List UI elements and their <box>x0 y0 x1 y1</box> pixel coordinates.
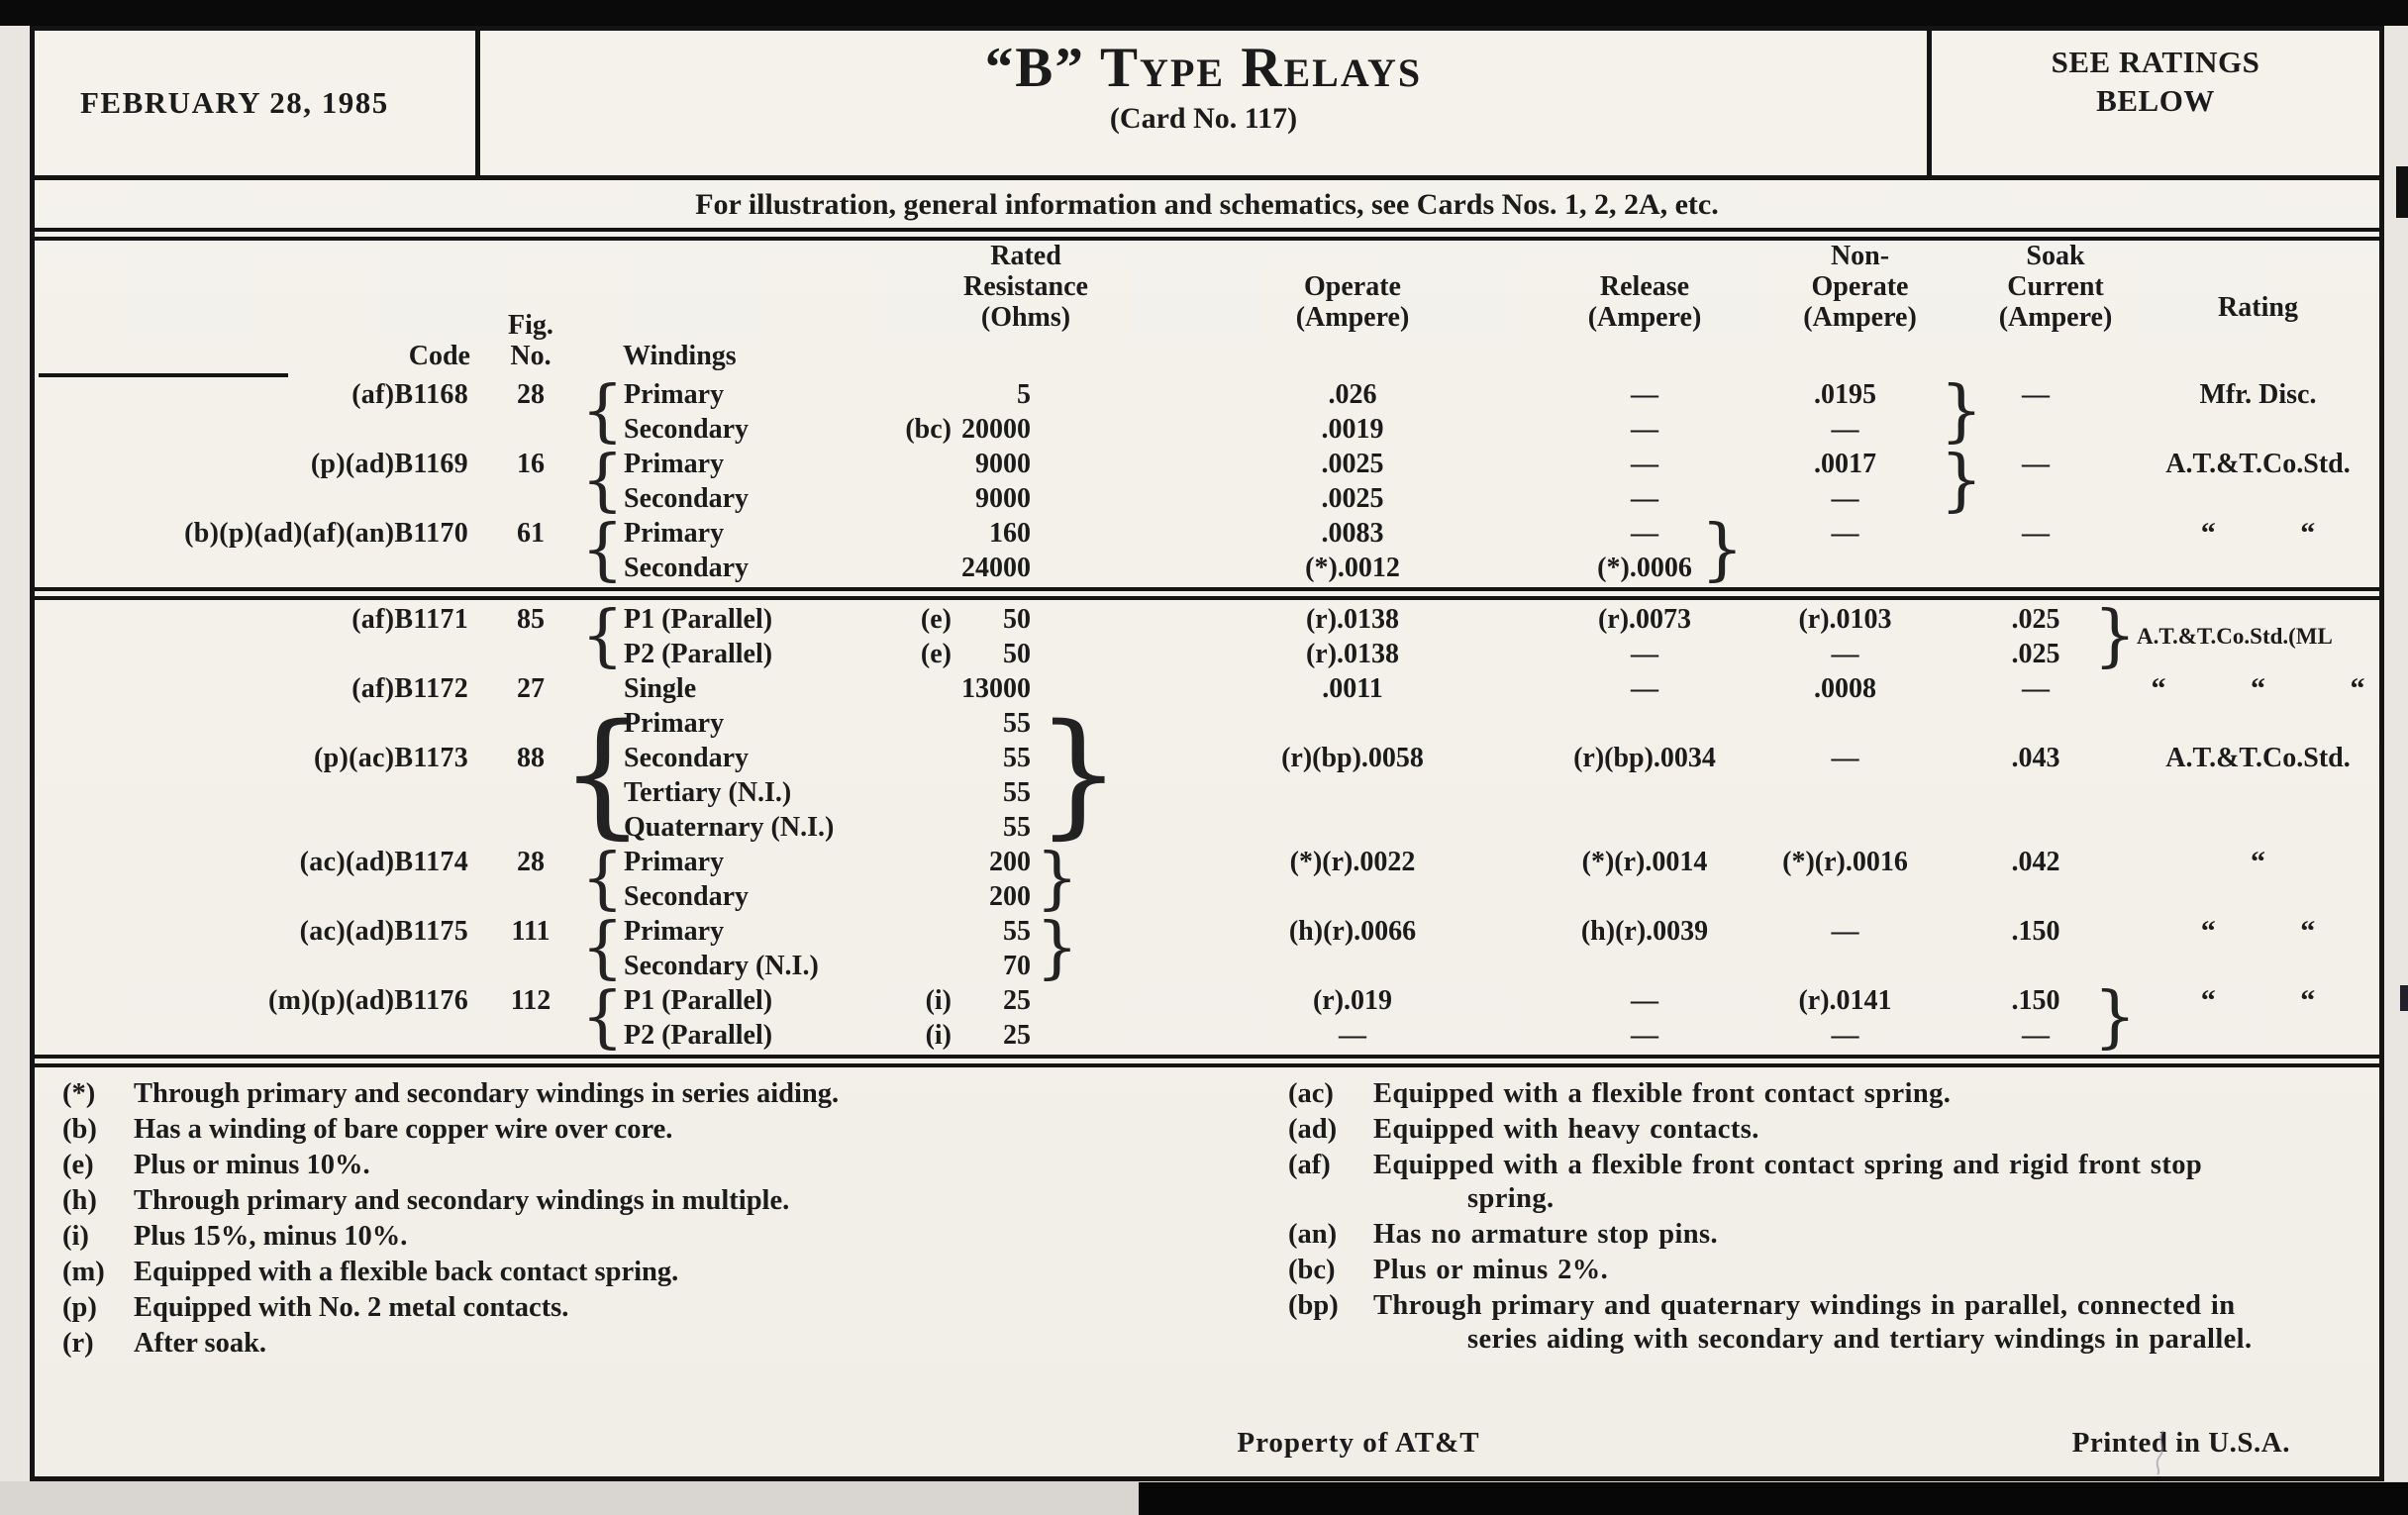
winding-open-brace: { <box>580 371 625 451</box>
scan-top-edge <box>0 0 2408 26</box>
release-value: — <box>1631 482 1658 514</box>
footnote-item <box>1288 1218 2379 1252</box>
footnote-tag: (*) <box>62 1078 96 1109</box>
footnote-text: Through primary and secondary windings in multiple. <box>134 1185 790 1216</box>
double-rule <box>35 228 2379 241</box>
non-operate-close-brace: } <box>1940 441 1983 520</box>
winding-resistance: 55 <box>1003 811 1031 843</box>
operate-value: (r).019 <box>1312 984 1393 1016</box>
winding-name: Primary <box>624 915 725 947</box>
relay-fig-no: 27 <box>517 672 545 704</box>
winding-name: Quaternary (N.I.) <box>624 811 835 843</box>
winding-resistance: 200 <box>989 880 1031 912</box>
winding-resistance: 5 <box>1017 378 1031 410</box>
release-value: (r)(bp).0034 <box>1573 742 1716 773</box>
winding-name: P1 (Parallel) <box>624 984 773 1016</box>
footnote-item <box>1288 1254 2379 1287</box>
winding-resistance: 55 <box>1003 707 1031 739</box>
non-operate-value: — <box>1831 413 1859 445</box>
soak-current-value: .150 <box>2011 984 2060 1016</box>
see-ratings-note <box>1932 31 2379 175</box>
footnote-text: Through primary and secondary windings in series aiding. <box>134 1078 840 1109</box>
non-operate-value: (r).0141 <box>1798 984 1892 1016</box>
relay-fig-no: 28 <box>517 846 545 877</box>
winding-name: Primary <box>624 846 725 877</box>
relay-code: (b)(p)(ad)(af)(an)B1170 <box>184 517 468 549</box>
see-ratings-line1: SEE RATINGS <box>2051 45 2260 79</box>
operate-value: (r).0138 <box>1305 638 1400 669</box>
footnote-tag: (r) <box>62 1328 94 1359</box>
footnote-item <box>1288 1113 2379 1147</box>
footnote-tag: (m) <box>62 1257 105 1287</box>
relay-table <box>35 241 2379 1057</box>
soak-current-value: .150 <box>2011 915 2060 947</box>
non-operate-value: — <box>1831 517 1859 549</box>
resistance-tolerance-tag: (e) <box>920 638 952 669</box>
operate-value: (*).0012 <box>1305 552 1400 583</box>
winding-name: Secondary <box>624 413 749 445</box>
relay-code: (ac)(ad)B1174 <box>299 846 468 877</box>
winding-open-brace: { <box>580 839 625 918</box>
soak-current-value: — <box>2022 378 2050 410</box>
card-date: FEBRUARY 28, 1985 <box>35 31 480 175</box>
relay-fig-no: 112 <box>510 984 552 1016</box>
column-header-non-operate: Non- Operate (Ampere) <box>1803 241 1917 333</box>
footnote-tag: (p) <box>62 1292 97 1323</box>
scan-bottom-dark-strip <box>1139 1482 2408 1515</box>
non-operate-value: .0008 <box>1814 672 1876 704</box>
non-operate-value: .0017 <box>1814 448 1876 479</box>
relay-row-group <box>35 371 2379 451</box>
footnote-tag: (e) <box>62 1150 94 1180</box>
winding-resistance: 9000 <box>975 448 1031 479</box>
non-operate-value: — <box>1831 742 1859 773</box>
footnote-text: Has no armature stop pins. <box>1373 1219 1719 1250</box>
winding-open-brace: { <box>580 977 625 1057</box>
footnote-item <box>62 1220 1234 1254</box>
card-number: (Card No. 117) <box>1109 102 1298 135</box>
relay-fig-no: 61 <box>517 517 545 549</box>
relay-fig-no: 16 <box>517 448 545 479</box>
footnote-tag: (ac) <box>1288 1078 1334 1109</box>
winding-name: Single <box>624 672 697 704</box>
winding-open-brace: { <box>580 596 625 675</box>
winding-resistance: 200 <box>989 846 1031 877</box>
soak-current-value: — <box>2022 517 2050 549</box>
release-value: (h)(r).0039 <box>1580 915 1709 947</box>
rating-value: A.T.&T.Co.Std. <box>2165 448 2351 479</box>
column-header-resistance: Rated Resistance (Ohms) <box>963 241 1088 333</box>
winding-open-brace: { <box>580 441 625 520</box>
footnote-tag: (an) <box>1288 1219 1338 1250</box>
winding-resistance: 50 <box>1003 638 1031 669</box>
non-operate-value: — <box>1831 915 1859 947</box>
relay-code: (m)(p)(ad)B1176 <box>267 984 468 1016</box>
column-header-soak: Soak Current (Ampere) <box>1998 241 2113 333</box>
relay-row-group <box>35 839 2379 918</box>
resistance-tolerance-tag: (e) <box>920 603 952 635</box>
relay-row-group <box>35 977 2379 1057</box>
footnote-item <box>62 1113 1234 1147</box>
operate-value: (r).0138 <box>1305 603 1400 635</box>
section-separator <box>35 587 2379 600</box>
rating-value: Mfr. Disc. <box>2199 378 2317 410</box>
relay-code: (af)B1168 <box>351 378 468 410</box>
winding-resistance: 9000 <box>975 482 1031 514</box>
rating-value: “ “ “ <box>2151 671 2365 705</box>
relay-row-group <box>35 596 2379 675</box>
winding-open-brace: { <box>580 510 625 589</box>
release-value: — <box>1631 984 1658 1016</box>
winding-resistance: 55 <box>1003 915 1031 947</box>
table-body <box>35 371 2379 1057</box>
winding-name: Secondary <box>624 880 749 912</box>
release-close-brace: } <box>1700 510 1744 589</box>
footnote-text: Equipped with No. 2 metal contacts. <box>134 1292 569 1323</box>
table-column-headers <box>35 241 2379 373</box>
relay-code: (p)(ac)B1173 <box>313 742 468 773</box>
non-operate-close-brace: } <box>1940 371 1983 451</box>
footnote-tag: (b) <box>62 1114 97 1145</box>
resistance-tolerance-tag: (i) <box>925 984 952 1016</box>
soak-current-value: .043 <box>2011 742 2060 773</box>
winding-name: Secondary (N.I.) <box>624 950 819 981</box>
card-header <box>35 31 2379 175</box>
relay-row-group <box>35 908 2379 987</box>
operate-value: (h)(r).0066 <box>1288 915 1417 947</box>
footnote-item <box>62 1184 1234 1218</box>
footnote-item <box>62 1149 1234 1182</box>
footnote-text: Equipped with a flexible back contact spring. <box>134 1257 679 1287</box>
footnotes <box>35 1067 2379 1363</box>
winding-name: Primary <box>624 517 725 549</box>
footnotes-right-column <box>1234 1077 2379 1363</box>
rating-value: “ <box>2251 845 2265 878</box>
rating-value: “ “ <box>2200 983 2316 1017</box>
soak-current-value: .042 <box>2011 846 2060 877</box>
relay-fig-no: 111 <box>511 915 551 947</box>
footnote-item <box>62 1291 1234 1325</box>
rating-value: A.T.&T.Co.Std.(ML <box>2137 624 2333 649</box>
soak-current-value: — <box>2022 448 2050 479</box>
rating-value: “ “ <box>2200 914 2316 948</box>
operate-value: (r)(bp).0058 <box>1281 742 1424 773</box>
column-header-release: Release (Ampere) <box>1587 271 1702 333</box>
winding-open-brace: { <box>580 908 625 987</box>
column-header-fig: Fig. No. <box>508 310 553 371</box>
non-operate-value: — <box>1831 482 1859 514</box>
footnote-item <box>62 1327 1234 1361</box>
footnote-item <box>1288 1077 2379 1111</box>
see-ratings-line2: BELOW <box>2096 83 2215 118</box>
release-value: — <box>1631 413 1658 445</box>
winding-name: Tertiary (N.I.) <box>624 776 792 808</box>
scan-edge-smudge <box>2400 985 2408 1011</box>
winding-name: Primary <box>624 378 725 410</box>
double-rule-footnotes <box>35 1055 2379 1067</box>
winding-name: P2 (Parallel) <box>624 1019 773 1051</box>
relay-row-group <box>35 696 2379 854</box>
operate-value: .0011 <box>1322 672 1383 704</box>
footnote-tag: (bc) <box>1288 1255 1336 1285</box>
release-value: (*)(r).0014 <box>1581 846 1708 877</box>
footnote-text: Plus or minus 2%. <box>1373 1255 1609 1285</box>
soak-close-brace: } <box>2093 977 2137 1057</box>
non-operate-value: (*)(r).0016 <box>1782 846 1908 877</box>
winding-name: Primary <box>624 448 725 479</box>
soak-current-value: .025 <box>2011 603 2060 635</box>
relay-code: (ac)(ad)B1175 <box>299 915 468 947</box>
footnote-item <box>1288 1289 2379 1357</box>
footnote-text: Through primary and quaternary windings in parallel, connected in series aiding with secondary and tertiary windings in parallel. <box>1373 1290 2253 1355</box>
resistance-close-brace: } <box>1036 839 1079 918</box>
relay-code: (af)B1172 <box>351 672 468 704</box>
soak-close-brace: } <box>2093 596 2137 675</box>
release-value: (*).0006 <box>1597 552 1692 583</box>
reference-note: For illustration, general information and schematics, see Cards Nos. 1, 2, 2A, etc. <box>695 188 1719 221</box>
resistance-close-brace: } <box>1036 908 1079 987</box>
footnote-tag: (i) <box>62 1221 89 1252</box>
rating-value: “ “ <box>2200 516 2316 550</box>
winding-resistance: 24000 <box>961 552 1031 583</box>
footnote-text: Plus 15%, minus 10%. <box>134 1221 408 1252</box>
relay-spec-card <box>30 26 2384 1481</box>
winding-name: Primary <box>624 707 725 739</box>
release-value: — <box>1631 1019 1658 1051</box>
operate-value: .026 <box>1328 378 1377 410</box>
resistance-close-brace: } <box>1036 696 1122 854</box>
winding-resistance: 25 <box>1003 1019 1031 1051</box>
winding-resistance: 55 <box>1003 776 1031 808</box>
relay-row-group <box>35 510 2379 589</box>
footnote-tag: (bp) <box>1288 1290 1339 1321</box>
footnote-item <box>1288 1149 2379 1216</box>
footnote-text: After soak. <box>134 1328 267 1359</box>
winding-resistance: 50 <box>1003 603 1031 635</box>
footnote-text: Equipped with a flexible front contact spring and rigid front stop spring. <box>1373 1150 2203 1214</box>
printed-note: Printed in U.S.A. <box>2071 1427 2290 1459</box>
rating-value: A.T.&T.Co.Std. <box>2165 742 2351 773</box>
scan-edge-mark <box>2396 166 2408 218</box>
winding-name: P1 (Parallel) <box>624 603 773 635</box>
winding-open-brace: { <box>559 696 646 854</box>
release-value: — <box>1631 448 1658 479</box>
footnote-tag: (h) <box>62 1185 97 1216</box>
release-value: (r).0073 <box>1597 603 1692 635</box>
winding-name: P2 (Parallel) <box>624 638 773 669</box>
soak-current-value: .025 <box>2011 638 2060 669</box>
footnote-item <box>62 1077 1234 1111</box>
footnotes-left-column <box>62 1077 1234 1363</box>
operate-value: .0019 <box>1321 413 1384 445</box>
soak-current-value: — <box>2022 672 2050 704</box>
soak-current-value: — <box>2022 1019 2050 1051</box>
operate-value: .0025 <box>1321 448 1384 479</box>
relay-row-group <box>35 671 2379 706</box>
operate-value: (*)(r).0022 <box>1289 846 1416 877</box>
winding-resistance: 13000 <box>961 672 1031 704</box>
title-block <box>480 31 1932 175</box>
release-value: — <box>1631 672 1658 704</box>
release-value: — <box>1631 638 1658 669</box>
winding-resistance: 160 <box>989 517 1031 549</box>
pencil-mark <box>2142 1427 2181 1476</box>
footnote-text: Equipped with heavy contacts. <box>1373 1114 1759 1145</box>
operate-value: .0083 <box>1321 517 1384 549</box>
non-operate-value: — <box>1831 1019 1859 1051</box>
relay-fig-no: 85 <box>517 603 545 635</box>
relay-code: (p)(ad)B1169 <box>310 448 468 479</box>
card-footer <box>35 1427 2379 1470</box>
footnote-tag: (ad) <box>1288 1114 1338 1145</box>
winding-resistance: 55 <box>1003 742 1031 773</box>
non-operate-value: — <box>1831 638 1859 669</box>
footnote-tag: (af) <box>1288 1150 1331 1180</box>
relay-fig-no: 28 <box>517 378 545 410</box>
non-operate-value: .0195 <box>1814 378 1876 410</box>
column-header-code: Code <box>408 341 470 371</box>
winding-resistance: 25 <box>1003 984 1031 1016</box>
footnote-text: Has a winding of bare copper wire over core. <box>134 1114 673 1145</box>
footnote-text: Equipped with a flexible front contact spring. <box>1373 1078 1952 1109</box>
property-note: Property of AT&T <box>1237 1427 1480 1459</box>
winding-resistance: 70 <box>1003 950 1031 981</box>
winding-name: Secondary <box>624 552 749 583</box>
winding-name: Secondary <box>624 482 749 514</box>
resistance-tolerance-tag: (bc) <box>905 413 952 445</box>
operate-value: .0025 <box>1321 482 1384 514</box>
column-header-operate: Operate (Ampere) <box>1295 271 1410 333</box>
release-value: — <box>1631 378 1658 410</box>
card-title: “B” Type Relays <box>984 37 1423 99</box>
resistance-tolerance-tag: (i) <box>925 1019 952 1051</box>
relay-row-group <box>35 441 2379 520</box>
non-operate-value: (r).0103 <box>1798 603 1892 635</box>
winding-name: Secondary <box>624 742 749 773</box>
winding-resistance: 20000 <box>961 413 1031 445</box>
column-header-rating: Rating <box>2218 292 2298 323</box>
relay-fig-no: 88 <box>517 742 545 773</box>
release-value: — <box>1631 517 1658 549</box>
footnote-item <box>62 1256 1234 1289</box>
relay-code: (af)B1171 <box>351 603 468 635</box>
column-header-windings: Windings <box>623 341 737 371</box>
operate-value: — <box>1339 1019 1366 1051</box>
footnote-text: Plus or minus 10%. <box>134 1150 370 1180</box>
